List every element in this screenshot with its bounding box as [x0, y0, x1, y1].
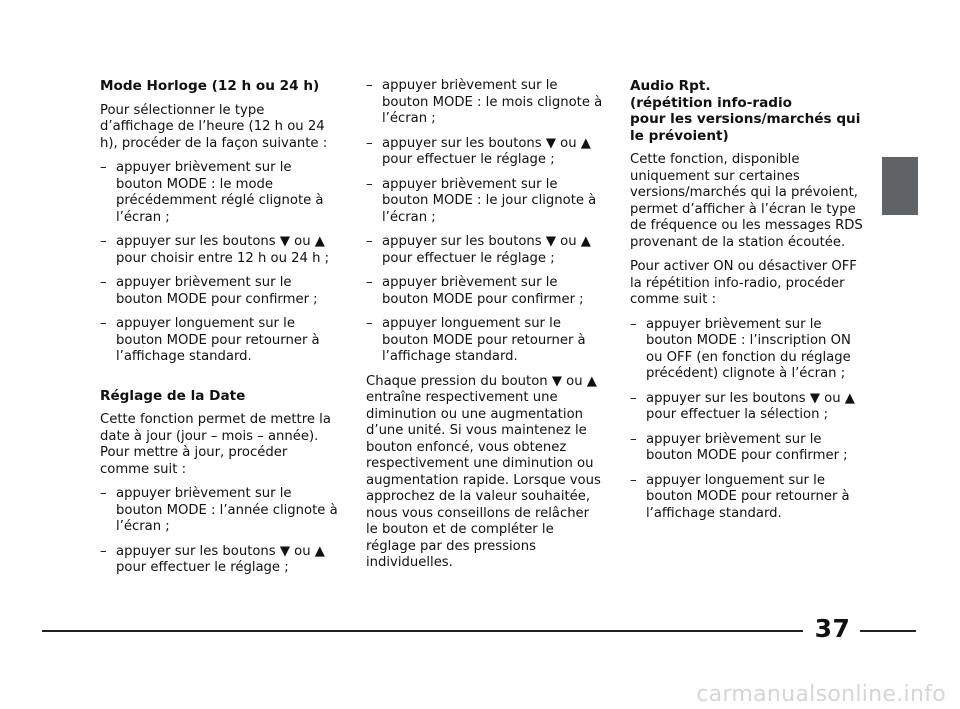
- list-item: – appuyer brièvement sur le bouton MODE : le mode précédemment réglé clignote à l’écran ;: [100, 160, 338, 226]
- step-list-date-continued: [366, 78, 604, 366]
- column-2: [366, 78, 604, 580]
- section-title-clock-mode: Mode Horloge (12 h ou 24 h): [100, 78, 320, 94]
- list-item: – appuyer longuement sur le bouton MODE pour retourner à l’affichage standard.: [366, 316, 604, 366]
- list-item: – appuyer brièvement sur le bouton MODE : le mois clignote à l’écran ;: [366, 78, 604, 128]
- list-item: – appuyer brièvement sur le bouton MODE pour confirmer ;: [630, 432, 868, 465]
- step-list-clock-mode: [100, 160, 338, 366]
- column-1: [100, 78, 338, 585]
- section-intro-date-setting: Cette fonction permet de mettre la date à jour (jour – mois – année). Pour mettre à jour, procéder comme suit :: [100, 412, 331, 477]
- list-item: – appuyer sur les boutons ▼ ou ▲ pour choisir entre 12 h ou 24 h ;: [100, 234, 338, 267]
- list-item: – appuyer sur les boutons ▼ ou ▲ pour effectuer le réglage ;: [366, 234, 604, 267]
- title-line: Audio Rpt.: [630, 78, 711, 94]
- list-item: – appuyer longuement sur le bouton MODE pour retourner à l’affichage standard.: [100, 316, 338, 366]
- title-line: pour les versions/marchés qui: [630, 111, 861, 127]
- title-line: le prévoient): [630, 127, 729, 144]
- section-title-date-setting: Réglage de la Date: [100, 387, 246, 404]
- page-number: 37: [814, 614, 851, 643]
- list-item: – appuyer brièvement sur le bouton MODE : le jour clignote à l’écran ;: [366, 177, 604, 227]
- list-item: – appuyer brièvement sur le bouton MODE : l’année clignote à l’écran ;: [100, 486, 338, 536]
- list-item: – appuyer longuement sur le bouton MODE pour retourner à l’affichage standard.: [630, 473, 868, 523]
- column-3: [630, 78, 868, 530]
- step-list-date-setting: [100, 486, 338, 577]
- footer-rule-left: [42, 630, 803, 632]
- watermark: carmanualsonline.info: [696, 682, 946, 707]
- list-item: – appuyer brièvement sur le bouton MODE : l’inscription ON ou OFF (en fonction du réglage précédent) clignote à l’écran ;: [630, 317, 868, 383]
- audio-rpt-description: Cette fonction, disponible uniquement sur certaines versions/marchés qui la prévoient, permet d’afficher à l’écran le type de fréquence ou les messages RDS provenant de la station écoutée.: [630, 152, 863, 250]
- audio-rpt-intro: Pour activer ON ou désactiver OFF la répétition info-radio, procéder comme suit :: [630, 259, 857, 307]
- list-item: – appuyer sur les boutons ▼ ou ▲ pour effectuer la sélection ;: [630, 391, 868, 424]
- list-item: – appuyer brièvement sur le bouton MODE pour confirmer ;: [100, 275, 338, 308]
- section-title-audio-rpt: [630, 78, 868, 144]
- footer-rule-right: [860, 630, 916, 632]
- title-line: (répétition info-radio: [630, 94, 792, 111]
- section-tab-marker: [882, 157, 918, 215]
- button-press-paragraph: Chaque pression du bouton ▼ ou ▲ entraîne respectivement une diminution ou une augmentation d’une unité. Si vous maintenez le bouton enfoncé, vous obtenez respectivement une diminution ou augmentation rapide. Lorsque vous approchez de la valeur souhaitée, nous vous conseillons de relâcher le bouton et de compléter le réglage par des pressions individuelles.: [366, 373, 601, 570]
- list-item: – appuyer sur les boutons ▼ ou ▲ pour effectuer le réglage ;: [100, 544, 338, 577]
- list-item: – appuyer sur les boutons ▼ ou ▲ pour effectuer le réglage ;: [366, 136, 604, 169]
- list-item: – appuyer brièvement sur le bouton MODE pour confirmer ;: [366, 275, 604, 308]
- step-list-audio-rpt: [630, 317, 868, 523]
- section-intro-clock-mode: Pour sélectionner le type d’affichage de l’heure (12 h ou 24 h), procéder de la façon suivante :: [100, 102, 328, 151]
